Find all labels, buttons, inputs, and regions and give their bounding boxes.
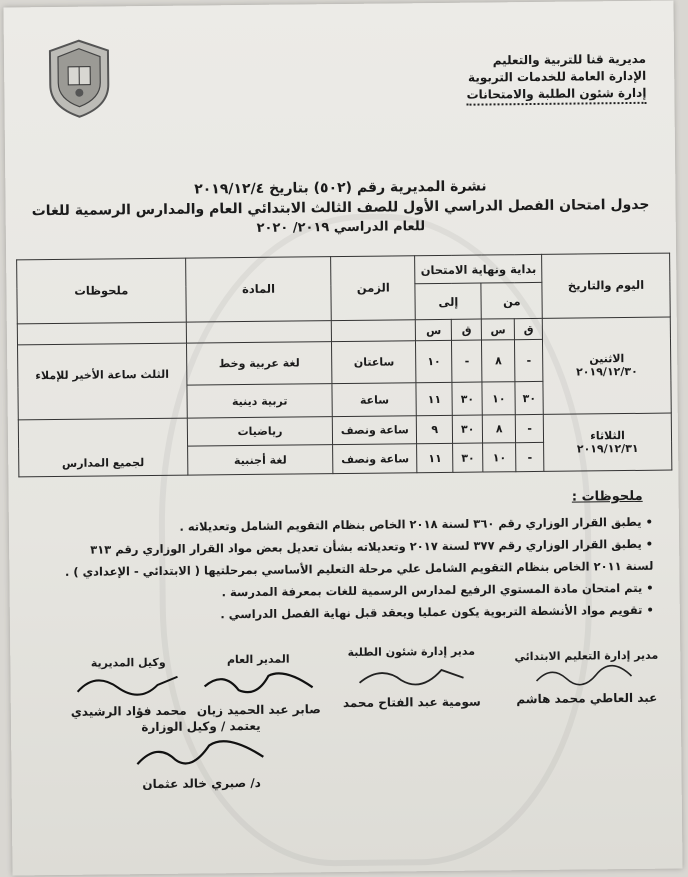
exam-schedule-table <box>16 253 672 478</box>
handwritten-signature-icon <box>73 669 183 702</box>
duration: ساعتان <box>332 341 416 384</box>
note-item: لسنة ٢٠١١ الخاص بنظام التقويم الشامل علي مرحلة التعليم الأساسي بمرحلتيها ( الابتدائي - الإعدادي ) . <box>64 558 654 579</box>
ministry-logo-icon <box>44 36 115 119</box>
unit-min: ق <box>514 318 542 340</box>
duration: ساعة ونصف <box>333 444 417 473</box>
handwritten-signature-icon <box>198 665 318 700</box>
note-item: • تقويم مواد الأنشطة التربوية يكون عمليا ويعقد قبل نهاية الفصل الدراسي . <box>220 602 654 622</box>
signature-name: سومية عبد الفتاح محمد <box>342 694 481 711</box>
to-min: - <box>452 340 482 382</box>
signature-title: وكيل المديرية <box>90 655 166 670</box>
to-hour: ١٠ <box>416 341 452 383</box>
day-date: ٢٠١٩/١٢/٣١ <box>576 441 639 456</box>
from-hour: ١٠ <box>483 443 516 472</box>
handwritten-signature-icon <box>531 662 641 689</box>
day-name: الثلاثاء <box>590 429 625 443</box>
signature-name: محمد فؤاد الرشيدي <box>70 703 187 719</box>
header-subject: المادة <box>185 257 331 322</box>
to-hour: ٩ <box>417 415 453 444</box>
signature-title: المدير العام <box>226 652 290 667</box>
signature-title: مدير إدارة شئون الطلبة <box>347 644 476 659</box>
header-to: إلى <box>415 284 481 320</box>
subject: رياضيات <box>187 417 333 447</box>
from-hour: ٨ <box>483 415 516 444</box>
note-item: • يتم امتحان مادة المستوي الرفيع لمدارس الرسمية للغات بمعرفة المدرسة . <box>221 580 654 600</box>
header-start-end: بداية ونهاية الامتحان <box>415 254 542 284</box>
header-duration: الزمن <box>331 256 416 320</box>
to-hour: ١١ <box>416 382 452 415</box>
day-cell-tuesday <box>543 413 671 471</box>
from-min: - <box>516 443 544 472</box>
to-hour: ١١ <box>417 444 453 473</box>
to-min: ٣٠ <box>453 443 483 472</box>
signature-name: صابر عبد الحميد زيان <box>196 702 321 718</box>
from-min: ٣٠ <box>515 381 543 414</box>
approval-label: يعتمد / وكيل الوزارة <box>141 718 261 735</box>
subject: تربية دينية <box>187 384 333 418</box>
to-min: ٣٠ <box>452 382 482 415</box>
notes-list <box>23 511 654 628</box>
signature-title: مدير إدارة التعليم الابتدائي <box>514 648 659 664</box>
day-note: الثلث ساعة الأخير للإملاء <box>18 344 188 420</box>
signature-undersecretary <box>131 719 272 791</box>
from-min: - <box>515 340 543 382</box>
handwritten-signature-icon <box>131 733 271 774</box>
signature-primary-education <box>514 649 658 707</box>
header-day-date: اليوم والتاريخ <box>542 253 670 318</box>
unit-min: ق <box>452 319 482 341</box>
unit-hour: س <box>482 318 515 340</box>
to-min: ٣٠ <box>453 415 483 444</box>
day-name: الاثنين <box>589 352 625 366</box>
schedule-title: جدول امتحان الفصل الدراسي الأول للصف الثالث الابتدائي العام والمدارس الرسمية للغات <box>31 196 650 220</box>
duration: ساعة <box>332 383 416 417</box>
subject: لغة عربية وخط <box>186 342 332 385</box>
header-line-2: الإدارة العامة للخدمات التربوية <box>467 68 647 85</box>
bulletin-title: نشرة المديرية رقم (٥٠٢) بتاريخ ٢٠١٩/١٢/٤ <box>194 178 487 198</box>
document-page <box>3 1 682 876</box>
header-line-3: إدارة شئون الطلبة والامتحانات <box>466 85 646 106</box>
signature-general-manager <box>196 652 321 717</box>
notes-title: ملحوظات : <box>571 488 643 505</box>
day-date: ٢٠١٩/١٢/٣٠ <box>575 365 638 379</box>
handwritten-signature-icon <box>351 658 471 693</box>
note-item: • يطبق القرار الوزاري رقم ٣٧٧ لسنة ٢٠١٧ وتعديلاته بشأن تعديل بعض مواد القرار الوزاري رقم ٣١٣ <box>90 536 654 557</box>
unit-hour: س <box>416 319 452 341</box>
from-hour: ٨ <box>482 340 515 382</box>
table-row <box>18 413 671 448</box>
from-min: - <box>515 414 543 443</box>
duration: ساعة ونصف <box>333 416 417 445</box>
header-notes: ملحوظات <box>17 258 186 323</box>
signature-name: د/ صبري خالد عثمان <box>142 775 261 792</box>
from-hour: ١٠ <box>482 382 515 415</box>
day-cell-monday <box>542 317 671 415</box>
academic-year: للعام الدراسي ٢٠١٩/ ٢٠٢٠ <box>256 219 426 236</box>
signature-deputy-directorate <box>70 656 186 719</box>
signature-name: عبد العاطي محمد هاشم <box>516 690 658 707</box>
header-line-1: مديرية قنا للتربية والتعليم <box>492 51 647 68</box>
header-directorate <box>466 51 646 106</box>
day-note: لجميع المدارس <box>18 418 187 477</box>
document-titles <box>15 177 666 239</box>
subject: لغة أجنبية <box>187 445 333 475</box>
signature-student-affairs <box>342 645 481 710</box>
note-item: • يطبق القرار الوزاري رقم ٣٦٠ لسنة ٢٠١٨ الخاص بنظام التقويم الشامل وتعديلاته . <box>179 514 653 534</box>
header-from: من <box>481 283 542 319</box>
